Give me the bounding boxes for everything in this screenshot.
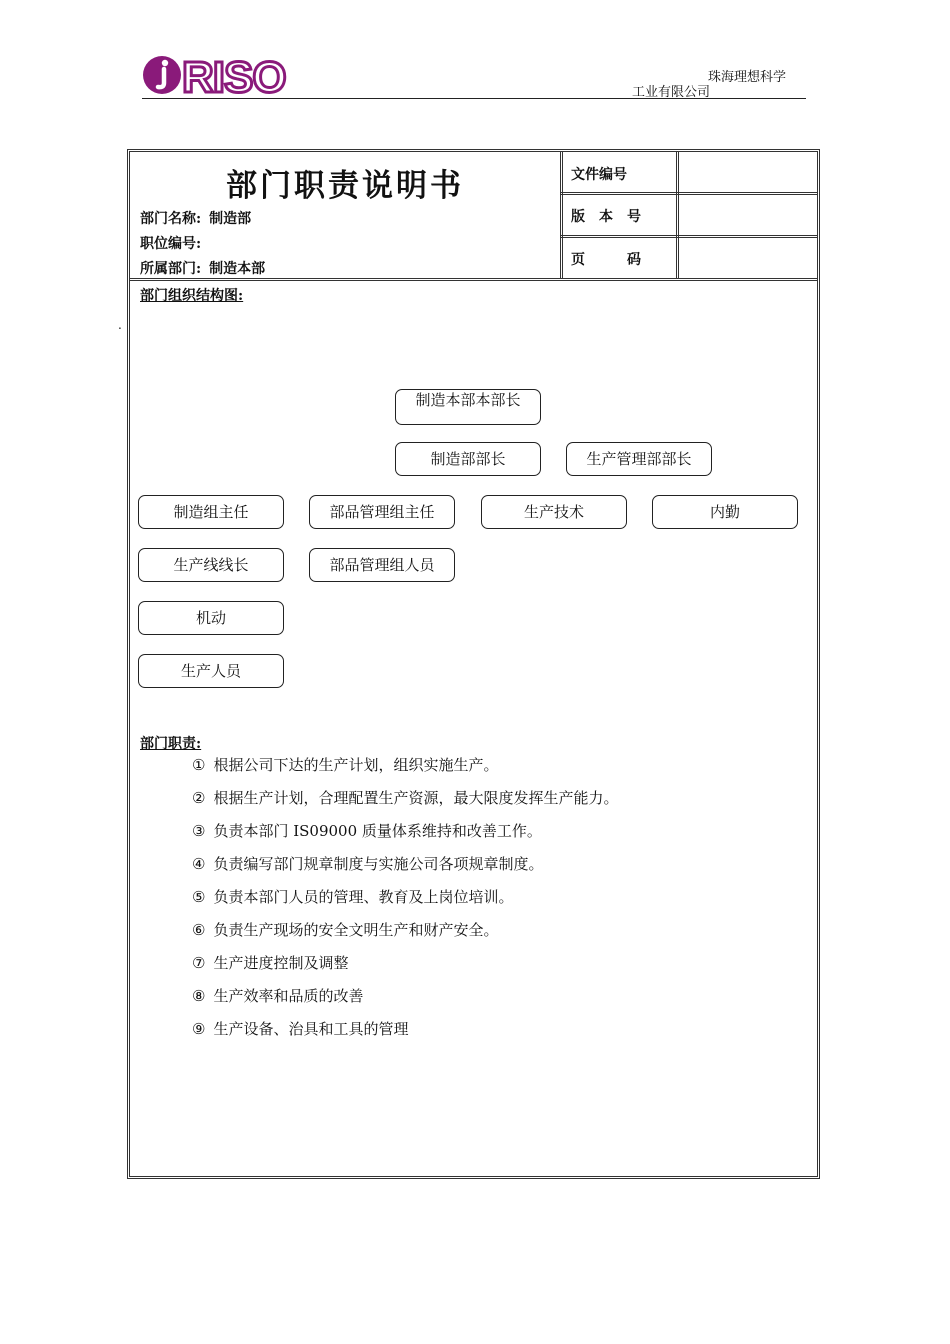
org-node-mfg-group-lead: 制造组主任 — [138, 495, 284, 529]
grid-line — [560, 152, 563, 278]
version-label: 版 本 号 — [571, 209, 641, 225]
duty-item: ⑤ 负责本部门人员的管理、教育及上岗位培训。 — [192, 888, 514, 906]
file-no-label: 文件编号 — [571, 167, 627, 183]
org-node-head: 制造本部本部长 — [395, 389, 541, 425]
org-node-prod-tech: 生产技术 — [481, 495, 627, 529]
position-code-label: 职位编号: — [140, 236, 202, 252]
riso-logo — [142, 52, 302, 98]
parent-dept-value: 制造本部 — [209, 261, 266, 277]
duty-item: ① 根据公司下达的生产计划，组织实施生产。 — [192, 756, 499, 774]
duty-item: ⑧ 生产效率和品质的改善 — [192, 987, 364, 1005]
org-node-mfg-manager: 制造部部长 — [395, 442, 541, 476]
org-node-parts-group-lead: 部品管理组主任 — [309, 495, 455, 529]
logo-text: RISO — [182, 53, 286, 98]
stray-mark: . — [118, 318, 122, 332]
org-node-prod-staff: 生产人员 — [138, 654, 284, 688]
document-title: 部门职责说明书 — [226, 168, 464, 204]
dept-name-label: 部门名称: — [140, 211, 202, 227]
duty-item: ③ 负责本部门 IS09000 质量体系维持和改善工作。 — [192, 822, 542, 840]
org-chart-heading: 部门组织结构图: — [140, 288, 244, 304]
page-label: 页 码 — [571, 252, 641, 268]
grid-line — [560, 192, 817, 195]
company-name-line2: 工业有限公司 — [632, 85, 711, 100]
dept-name-row — [140, 208, 251, 228]
duty-item: ② 根据生产计划，合理配置生产资源，最大限度发挥生产能力。 — [192, 789, 619, 807]
grid-line — [560, 235, 817, 238]
grid-line — [130, 278, 817, 281]
duty-item: ⑦ 生产进度控制及调整 — [192, 954, 349, 972]
duty-item: ⑥ 负责生产现场的安全文明生产和财产安全。 — [192, 921, 499, 939]
duties-heading: 部门职责: — [140, 736, 202, 752]
org-node-office: 内勤 — [652, 495, 798, 529]
parent-dept-label: 所属部门: — [140, 261, 202, 277]
org-node-mobile: 机动 — [138, 601, 284, 635]
header-divider — [142, 98, 806, 99]
grid-line — [676, 152, 679, 278]
duty-item: ⑨ 生产设备、治具和工具的管理 — [192, 1020, 409, 1038]
org-node-prod-mgmt-manager: 生产管理部部长 — [566, 442, 712, 476]
parent-dept-row — [140, 258, 265, 278]
dept-name-value: 制造部 — [209, 211, 252, 227]
company-name-line1: 珠海理想科学 — [708, 70, 787, 85]
org-node-parts-staff: 部品管理组人员 — [309, 548, 455, 582]
org-node-line-lead: 生产线线长 — [138, 548, 284, 582]
position-code-row — [140, 233, 209, 253]
duty-item: ④ 负责编写部门规章制度与实施公司各项规章制度。 — [192, 855, 544, 873]
